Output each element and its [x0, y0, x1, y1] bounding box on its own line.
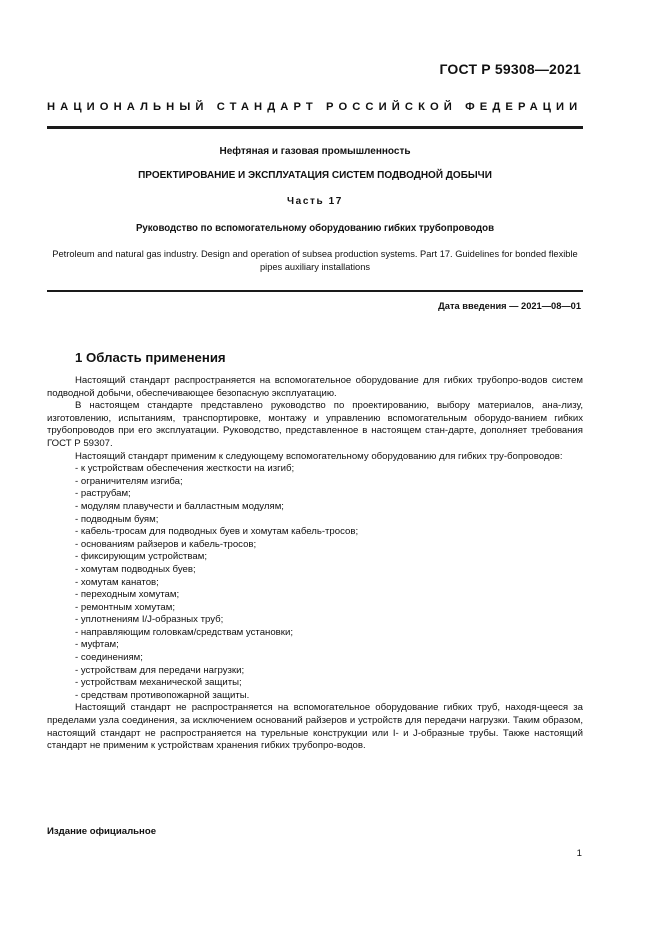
list-item: - уплотнениям I/J-образных труб;: [75, 614, 224, 626]
introduction-date: Дата введения — 2021—08—01: [438, 301, 581, 311]
edition-label: Издание официальное: [47, 826, 157, 837]
paragraph: Настоящий стандарт не распространяется на вспомогательное оборудование гибких труб, находя-щееся за пределами узла соединения, за исключением оснований райзеров и устройств для передачи нагрузки. Таким образом, настоящий стандарт не распространяется на турельные конструкции или I- и J-образные трубы. Также настоящий стандарт не применим к устройствам хранения гибких трубопро-водов.: [47, 702, 583, 752]
list-item: - соединениям;: [75, 652, 143, 664]
list-item: - направляющим головкам/средствам установки;: [75, 626, 293, 638]
list-item: - подводным буям;: [75, 513, 159, 525]
list-item: - муфтам;: [75, 639, 119, 651]
document-number: ГОСТ Р 59308—2021: [439, 61, 581, 77]
list-item: - хомутам канатов;: [75, 576, 159, 588]
page-number: 1: [576, 848, 582, 859]
list-item: - фиксирующим устройствам;: [75, 551, 207, 563]
list-item: - кабель-тросам для подводных буев и хомутам кабель-тросов;: [75, 526, 359, 538]
list-item: - к устройствам обеспечения жесткости на изгиб;: [75, 463, 295, 475]
list-item: - ремонтным хомутам;: [75, 601, 176, 613]
list-item: - модулям плавучести и балластным модулям;: [75, 500, 284, 512]
list-item: - средствам противопожарной защиты.: [75, 689, 250, 701]
section-body: [47, 375, 583, 753]
list-item: - переходным хомутам;: [75, 589, 180, 601]
list-item: - хомутам подводных буев;: [75, 563, 196, 575]
english-title: Petroleum and natural gas industry. Design and operation of subsea production systems. Part 17. Guidelines for bonded flexible pipes auxiliary installations: [52, 249, 578, 272]
equipment-list: [47, 463, 583, 702]
list-item: - основаниям райзеров и кабель-тросов;: [75, 538, 257, 550]
part-number: Часть 17: [287, 196, 343, 207]
list-item: - устройствам для передачи нагрузки;: [75, 664, 245, 676]
industry-title: Нефтяная и газовая промышленность: [219, 146, 411, 157]
section-heading: 1 Область применения: [75, 350, 226, 365]
bottom-rule: [47, 290, 583, 292]
paragraph: В настоящем стандарте представлено руководство по проектированию, выбору материалов, ана-лизу, изготовлению, испытаниям, транспортировке, монтажу и управлению вспомогательным оборудо-ванием гибких трубопроводов при его эксплуатации. Руководство, представленное в настоящем стан-дарте, дополняет требования ГОСТ Р 59307.: [47, 400, 583, 449]
top-rule: [47, 126, 583, 129]
list-item: - устройствам механической защиты;: [75, 677, 242, 689]
standard-heading: НАЦИОНАЛЬНЫЙ СТАНДАРТ РОССИЙСКОЙ ФЕДЕРАЦИИ: [47, 101, 583, 113]
subtitle: Руководство по вспомогательному оборудованию гибких трубопроводов: [135, 223, 495, 234]
list-item: - раструбам;: [75, 488, 131, 500]
main-title: ПРОЕКТИРОВАНИЕ И ЭКСПЛУАТАЦИЯ СИСТЕМ ПОДВОДНОЙ ДОБЫЧИ: [138, 170, 492, 181]
paragraph: Настоящий стандарт применим к следующему вспомогательному оборудованию для гибких тру-бопроводов:: [75, 450, 563, 462]
paragraph: Настоящий стандарт распространяется на вспомогательное оборудование для гибких трубопро-водов систем подводной добычи, обеспечивающее безопасную эксплуатацию.: [47, 375, 583, 399]
list-item: - ограничителям изгиба;: [75, 475, 183, 487]
